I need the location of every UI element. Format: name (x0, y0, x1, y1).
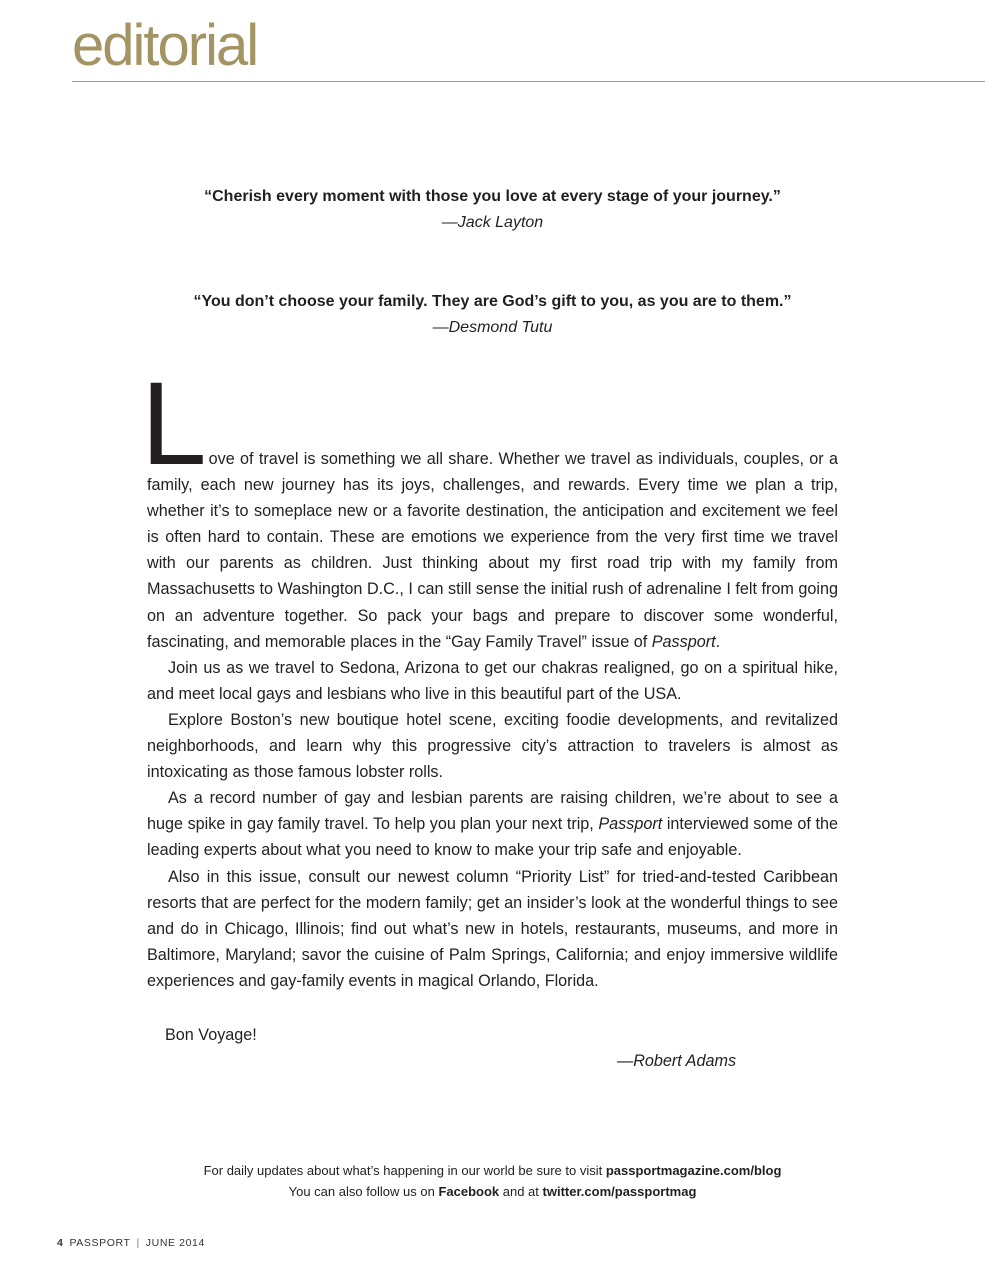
epigraph-quote (0, 290, 985, 340)
title-rule (72, 81, 985, 82)
signature: —Robert Adams (617, 1052, 737, 1070)
epigraph-quote (0, 185, 985, 235)
magazine-name: Passport (651, 632, 716, 651)
magazine-title: PASSPORT (69, 1237, 131, 1249)
quote-text: “Cherish every moment with those you love at every stage of your journey.” (204, 188, 781, 205)
magazine-name: Passport (598, 815, 663, 834)
section-title: editorial (72, 13, 258, 78)
quote-author: —Jack Layton (441, 214, 544, 231)
page-folio (57, 1236, 205, 1250)
footer-text: and at (499, 1184, 543, 1199)
footer-notes (0, 1160, 985, 1202)
paragraph-text: . (715, 632, 721, 651)
article-paragraph: Explore Boston’s new boutique hotel scene, exciting foodie developments, and revitalized neighborhoods, and learn why this progressive city’s attraction to travelers is almost as intoxicating as those famous lobster rolls. (147, 710, 838, 782)
quote-text: “You don’t choose your family. They are God’s gift to you, as you are to them.” (193, 293, 792, 310)
quote-author: —Desmond Tutu (432, 319, 553, 336)
twitter-link[interactable]: twitter.com/passportmag (542, 1184, 697, 1199)
footer-line (0, 1181, 985, 1202)
issue-date: JUNE 2014 (145, 1237, 205, 1249)
article-paragraph (147, 785, 838, 863)
page-number: 4 (57, 1237, 64, 1249)
footer-line (0, 1160, 985, 1181)
drop-cap: L (141, 358, 207, 490)
article-body (141, 358, 838, 994)
folio-separator: | (136, 1237, 140, 1249)
signoff: Bon Voyage! (165, 1026, 257, 1044)
article-paragraph (141, 358, 838, 655)
article-paragraph: Join us as we travel to Sedona, Arizona to get our chakras realigned, go on a spiritual hike, and meet local gays and lesbians who live in this beautiful part of the USA. (147, 658, 838, 703)
article-paragraph: Also in this issue, consult our newest column “Priority List” for tried-and-tested Caribbean resorts that are perfect for the modern family; get an insider’s look at the wonderful things to see and do in Chicago, Illinois; find out what’s new in hotels, restaurants, museums, and more in Baltimore, Maryland; savor the cuisine of Palm Springs, California; and enjoy immersive wildlife experiences and gay-family events in magical Orlando, Florida. (147, 867, 838, 990)
blog-link[interactable]: passportmagazine.com/blog (605, 1163, 782, 1178)
footer-text: For daily updates about what’s happening in our world be sure to visit (203, 1163, 606, 1178)
paragraph-text: interviewed some of the leading experts about what you need to know to make your trip safe and enjoyable. (147, 815, 838, 860)
paragraph-text: ove of travel is something we all share. Whether we travel as individuals, couples, or a family, each new journey has its joys, challenges, and rewards. Every time we plan a trip, whether it’s to someplace new or a favorite destination, the anticipation and excitement we feel is often hard to contain. These are emotions we experience from the very first time we travel with our parents as children. Just thinking about my first road trip with my family from Massachusetts to Washington D.C., I can still sense the initial rush of adrenaline I felt from going on an adventure together. So pack your bags and prepare to discover some wonderful, fascinating, and memorable places in the “Gay Family Travel” issue of (147, 450, 838, 651)
footer-text: You can also follow us on (288, 1184, 439, 1199)
facebook-link[interactable]: Facebook (438, 1184, 500, 1199)
paragraph-text: As a record number of gay and lesbian parents are raising children, we’re about to see a huge spike in gay family travel. To help you plan your next trip, (147, 789, 838, 834)
